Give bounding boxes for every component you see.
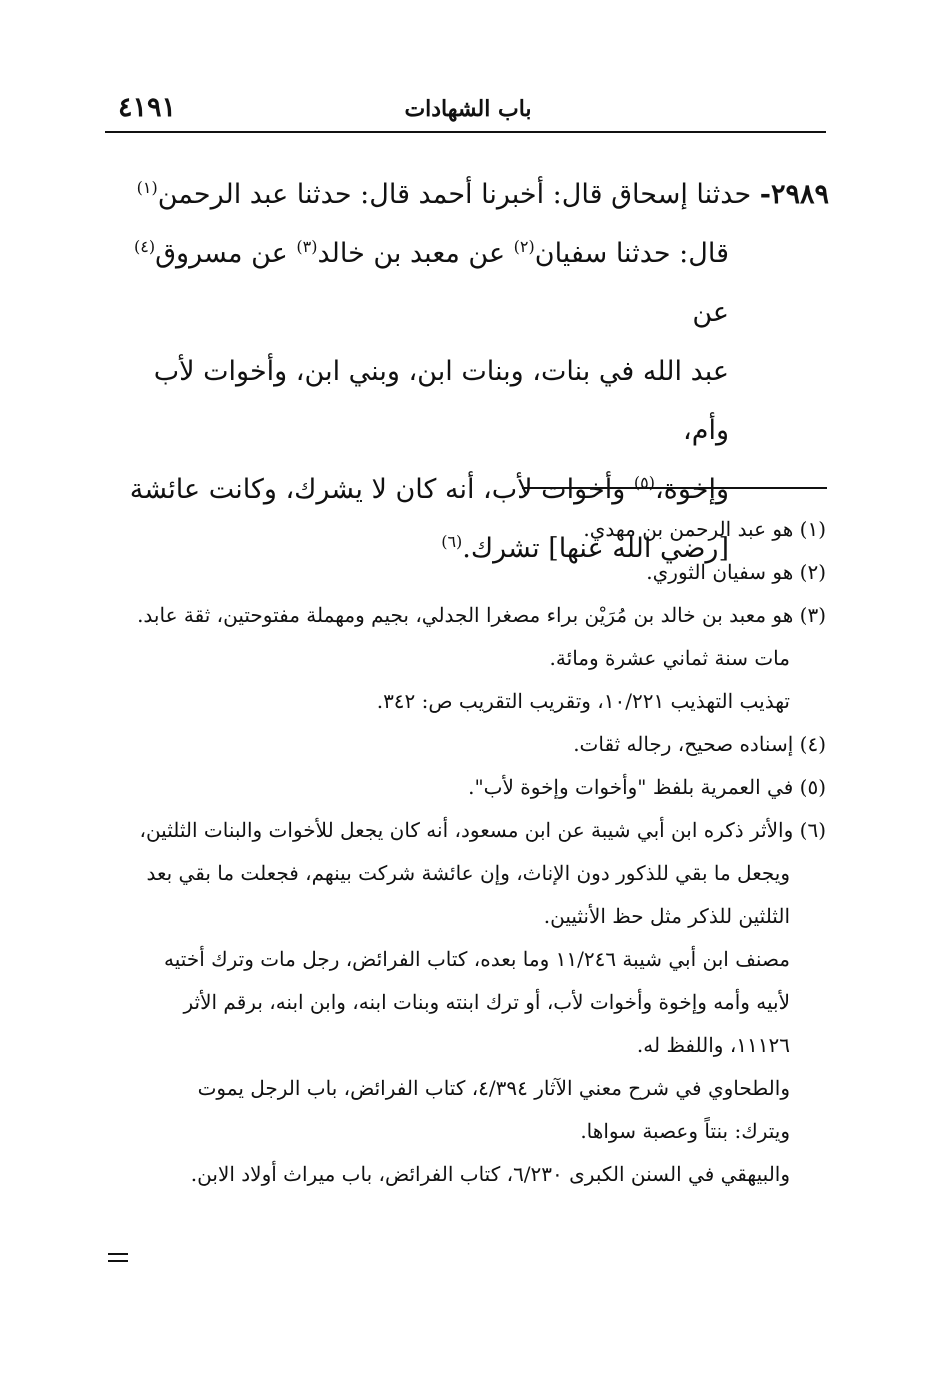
footnote-4: (٤) إسناده صحيح، رجاله ثقات. (573, 732, 826, 756)
footnote-6: (٦) والأثر ذكره ابن أبي شيبة عن ابن مسعود، أنه كان يجعل للأخوات والبنات الثلثين، (139, 818, 826, 842)
hadith-line-2 (109, 224, 829, 342)
footnote-reference: (٦) (441, 532, 463, 551)
hadith-text-segment: عن مسروق (155, 238, 288, 269)
footnote-reference: (١) (136, 178, 158, 197)
footnote-6-line: الثلثين للذكر مثل حظ الأنثيين. (543, 904, 790, 928)
hadith-text-segment: قال: حدثنا سفيان (534, 238, 729, 269)
continuation-mark (108, 1253, 128, 1267)
footnote-3: (٣) هو معبد بن خالد بن مُرَيْن براء مصغرا الجدلي، بجيم ومهملة مفتوحتين، ثقة عابد. (137, 603, 826, 627)
hadith-number: ٢٩٨٩- (759, 179, 829, 210)
footnote-3-line: مات سنة ثماني عشرة ومائة. (549, 646, 790, 670)
footnote-reference: (٢) (513, 237, 535, 256)
hadith-line-1 (109, 165, 829, 224)
footnote-reference: (٣) (296, 237, 318, 256)
hadith-text-segment: حدثنا إسحاق قال: أخبرنا أحمد قال: حدثنا عبد الرحمن (157, 179, 752, 210)
hadith-text-segment: عن معبد بن خالد (317, 238, 506, 269)
footnote-reference: (٤) (133, 237, 156, 256)
footnote-5: (٥) في العمرية بلفظ "وأخوات وإخوة لأب". (468, 775, 826, 799)
hadith-text-segment: وأخوات لأب، أنه كان لا يشرك، وكانت عائشة (129, 474, 626, 505)
footnote-1: (١) هو عبد الرحمن بن مهدي. (583, 517, 826, 541)
running-title: باب الشهادات (404, 96, 532, 122)
footnote-6-source: والبيهقي في السنن الكبرى ٦/٢٣٠، كتاب الفرائض، باب ميراث أولاد الابن. (190, 1162, 790, 1186)
footnotes (111, 508, 826, 1196)
footnote-6-source: مصنف ابن أبي شيبة ١١/٢٤٦ وما بعده، كتاب الفرائض، رجل مات وترك أختيه (164, 947, 790, 971)
footnote-6-line: ١١١٢٦، واللفظ له. (636, 1033, 790, 1057)
header-rule (105, 131, 826, 133)
footnote-6-source: والطحاوي في شرح معني الآثار ٤/٣٩٤، كتاب الفرائض، باب الرجل يموت (197, 1076, 790, 1100)
hadith-text-segment: عن (692, 297, 729, 328)
footnote-6-line: لأبيه وأمه وإخوة وأخوات لأب، أو ترك ابنته وبنات ابنه، وابن ابنه، برقم الأثر (183, 990, 790, 1014)
page-number: ٤١٩١ (118, 92, 177, 123)
footnote-reference: (٥) (633, 473, 655, 492)
page-header (110, 88, 826, 124)
hadith-text-segment: وإخوة، (654, 474, 729, 505)
hadith-line-3: عبد الله في بنات، وبنات ابن، وبني ابن، وأخوات لأب وأم، (153, 356, 729, 446)
footnote-6-line: ويجعل ما بقي للذكور دون الإناث، وإن عائشة شركت بينهم، فجعلت ما بقي بعد (146, 861, 790, 885)
hadith-text-segment: [رضي الله عنها] تشرك. (462, 533, 729, 564)
footnote-6-line: ويترك: بنتاً وعصبة سواها. (580, 1119, 790, 1143)
footnote-2: (٢) هو سفيان الثوري. (646, 560, 826, 584)
footnote-separator (522, 487, 827, 489)
footnote-3-source: تهذيب التهذيب ١٠/٢٢١، وتقريب التقريب ص: ٣٤٢. (376, 689, 790, 713)
